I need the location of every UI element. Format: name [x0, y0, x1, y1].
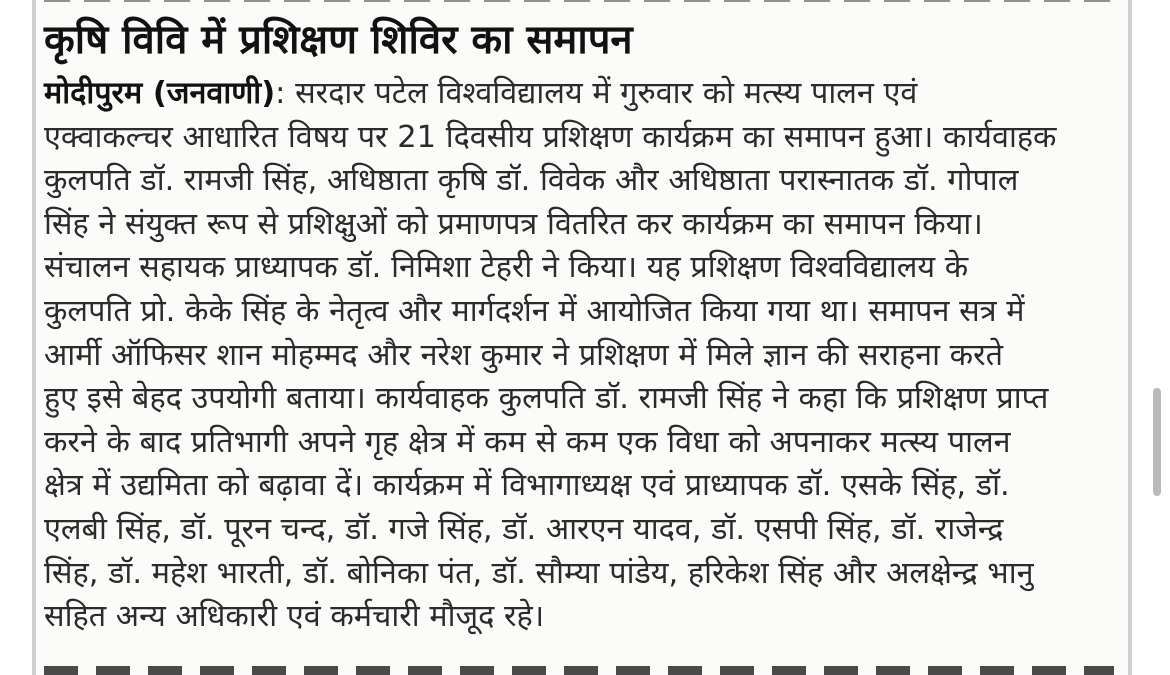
cropped-text-strokes: [44, 0, 1114, 2]
article-line: सिंह, डॉ. महेश भारती, डॉ. बोनिका पंत, डॉ. सौम्या पांडेय, हरिकेश सिंह और अलक्षेन्द्र भानु: [44, 555, 1034, 591]
article-line: सहित अन्य अधिकारी एवं कर्मचारी मौजूद रहे।: [44, 599, 545, 635]
article-line: एक्वाकल्चर आधारित विषय पर 21 दिवसीय प्रशिक्षण कार्यक्रम का समापन हुआ। कार्यवाहक: [44, 119, 1057, 155]
previous-article-fragment: [44, 0, 1114, 2]
column-rule-left: [32, 0, 36, 675]
article-line: आर्मी ऑफिसर शान मोहम्मद और नरेश कुमार ने प्रशिक्षण में मिले ज्ञान की सराहना करते: [44, 337, 1003, 373]
scrollbar-thumb[interactable]: [1153, 388, 1161, 496]
article-line-text: : सरदार पटेल विश्वविद्यालय में गुरुवार को मत्स्य पालन एवं: [275, 76, 918, 111]
article-line: [44, 72, 1116, 116]
article-headline: कृषि विवि में प्रशिक्षण शिविर का समापन: [44, 17, 633, 63]
column-rule-right: [1128, 0, 1132, 675]
article-line: कुलपति प्रो. केके सिंह के नेतृत्व और मार्गदर्शन में आयोजित किया गया था। समापन सत्र में: [44, 293, 1025, 329]
article-line: संचालन सहायक प्राध्यापक डॉ. निमिशा टेहरी ने किया। यह प्रशिक्षण विश्वविद्यालय के: [44, 250, 969, 286]
article-line: कुलपति डॉ. रामजी सिंह, अधिष्ठाता कृषि डॉ. विवेक और अधिष्ठाता परास्नातक डॉ. गोपाल: [44, 163, 1019, 199]
article-line: सिंह ने संयुक्त रूप से प्रशिक्षुओं को प्रमाणपत्र वितरित कर कार्यक्रम का समापन किया।: [44, 206, 983, 242]
next-article-fragment: [44, 664, 1114, 675]
dateline: मोदीपुरम (जनवाणी): [44, 76, 276, 111]
article-line: करने के बाद प्रतिभागी अपने गृह क्षेत्र में कम से कम एक विधा को अपनाकर मत्स्य पालन: [44, 424, 1011, 460]
scrollbar-track[interactable]: [1150, 0, 1164, 675]
cropped-headline-strokes: [44, 666, 1114, 675]
article-line: एलबी सिंह, डॉ. पूरन चन्द, डॉ. गजे सिंह, डॉ. आरएन यादव, डॉ. एसपी सिंह, डॉ. राजेन्द्र: [44, 511, 1004, 547]
article-line: क्षेत्र में उद्यमिता को बढ़ावा दें। कार्यक्रम में विभागाध्यक्ष एवं प्राध्यापक डॉ. एसके सिंह, डॉ.: [44, 468, 1010, 504]
article-body: [44, 72, 1116, 639]
article-line: हुए इसे बेहद उपयोगी बताया। कार्यवाहक कुलपति डॉ. रामजी सिंह ने कहा कि प्रशिक्षण प्राप्त: [44, 381, 1049, 417]
